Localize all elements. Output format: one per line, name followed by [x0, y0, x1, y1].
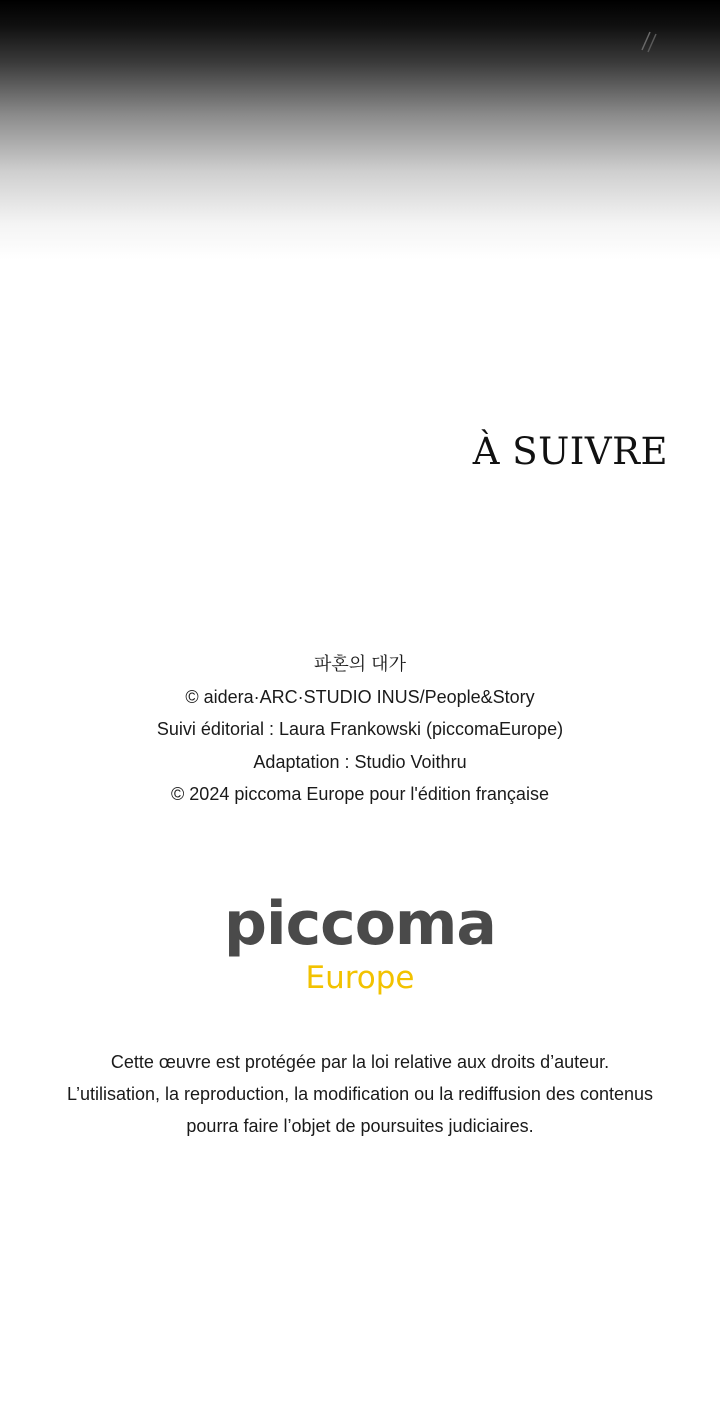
logo-wordmark: piccoma	[224, 889, 496, 959]
logo-region: Europe	[305, 960, 415, 996]
french-copyright: © 2024 piccoma Europe pour l'édition française	[171, 784, 549, 804]
legal-line-2: L’utilisation, la reproduction, la modification ou la rediffusion des contenus	[66, 1084, 654, 1104]
korean-title: 파혼의 대가	[314, 654, 406, 674]
credits-block	[0, 648, 720, 811]
editorial-credit: Suivi éditorial : Laura Frankowski (piccomaEurope)	[156, 719, 564, 739]
to-be-continued-title: À SUIVRE	[472, 430, 668, 473]
piccoma-europe-logo	[0, 888, 720, 998]
speed-lines-icon	[636, 26, 666, 56]
original-copyright: © aidera·ARC·STUDIO INUS/People&Story	[185, 686, 535, 707]
comic-panel-gradient	[0, 0, 720, 260]
adaptation-credit: Adaptation : Studio Voithru	[253, 751, 467, 772]
legal-line-1: Cette œuvre est protégée par la loi relative aux droits d’auteur.	[110, 1052, 610, 1072]
legal-line-3: pourra faire l’objet de poursuites judiciaires.	[186, 1116, 534, 1136]
legal-notice	[0, 1046, 720, 1142]
